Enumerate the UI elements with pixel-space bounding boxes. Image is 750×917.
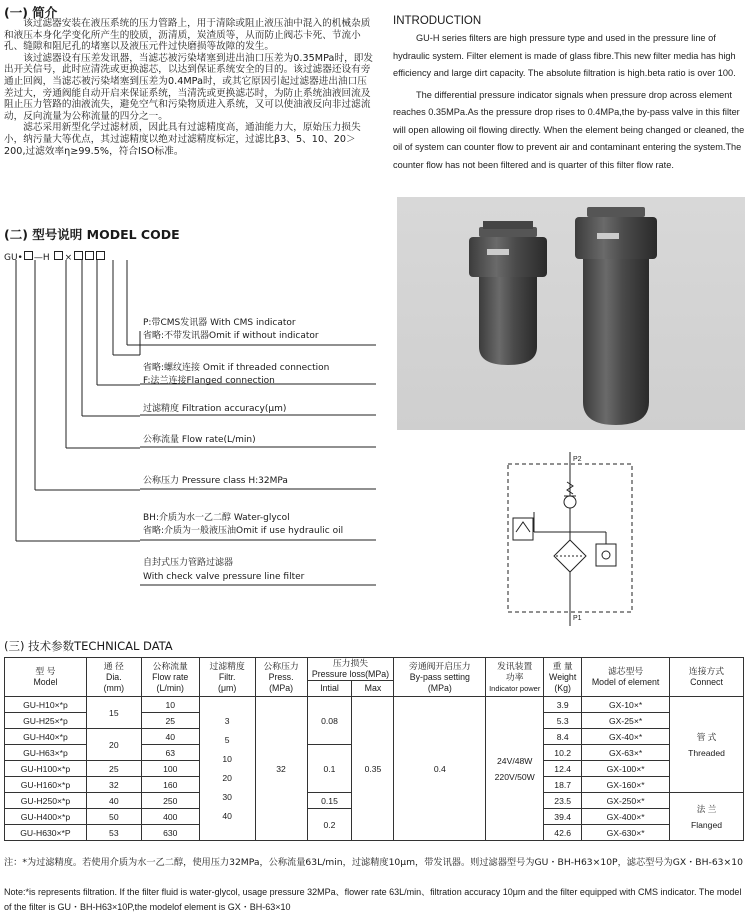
cell-flow: 40: [141, 729, 199, 745]
product-photo: [397, 197, 745, 430]
port-p2-label: P2: [573, 456, 582, 463]
cell-flow: 25: [141, 713, 199, 729]
cell-model: GU-H160×*p: [5, 777, 87, 793]
cell-weight: 12.4: [544, 761, 582, 777]
cell-filtr: 3 5 10 20 30 40: [199, 697, 255, 841]
intro-en-body: [393, 30, 745, 174]
cell-model: GU-H400×*p: [5, 809, 87, 825]
code-prefix: GU•: [4, 253, 23, 263]
label-threaded: 省略:螺纹连接 Omit if threaded connection: [143, 363, 330, 373]
cell-dia: 53: [86, 825, 141, 841]
cell-dia: 15: [86, 697, 141, 729]
header-loss-max: Max: [352, 681, 394, 697]
code-h: H: [42, 253, 50, 263]
cell-model: GU-H100×*p: [5, 761, 87, 777]
header-flow: 公称流量 Flow rate (L/min): [141, 658, 199, 697]
cell-connect-threaded: 管 式 Threaded: [670, 697, 744, 793]
cell-element: GX-630×*: [582, 825, 670, 841]
filter-housings-image: [397, 197, 745, 430]
cell-flow: 400: [141, 809, 199, 825]
cell-flow: 63: [141, 745, 199, 761]
header-bypass: 旁通阀开启压力 By-pass setting (MPa): [394, 658, 486, 697]
cell-model: GU-H40×*p: [5, 729, 87, 745]
intro-cn-paragraph-1: 该过滤器安装在液压系统的压力管路上，用于清除或阻止液压油中混入的机械杂质和液压本身化学变化所产生的胶质，沥清质，炭渣质等，从而防止阀芯卡死、节流小孔、缝隙和阻尼孔的堵塞以及液压元件过快磨损等故障的发生。: [4, 18, 371, 53]
cell-loss-max: 0.35: [352, 697, 394, 841]
cell-loss-initial: 0.15: [307, 793, 352, 809]
model-code-heading: (二) 型号说明 MODEL CODE: [4, 227, 180, 242]
cell-flow: 100: [141, 761, 199, 777]
label-filter-type-cn: 自封式压力管路过滤器: [143, 558, 234, 568]
intro-en-paragraph-2: The differential pressure indicator signals when pressure drop across element reaches 0.35MPa.As the pressure drop rises to 0.4MPa,the by-pass valve in this filter will open allowing oil flowing directly. When the element being changed or cleaned, the oil of system can counter flow to prevent air and contaminant entering the system.The counter flow has not been filtered and is quarter of this filter flow rate.: [393, 89, 745, 170]
cell-bypass: 0.4: [394, 697, 486, 841]
cell-element: GX-100×*: [582, 761, 670, 777]
cell-loss-initial: 0.08: [307, 697, 352, 745]
header-weight: 重 量 Weight (Kg): [544, 658, 582, 697]
cell-loss-initial: 0.1: [307, 745, 352, 793]
cell-element: GX-250×*: [582, 793, 670, 809]
label-flow-rate: 公称流量 Flow rate(L/min): [143, 435, 256, 445]
model-code-string: GU• —H ×: [4, 251, 105, 263]
cell-element: GX-160×*: [582, 777, 670, 793]
table-row: [5, 697, 744, 713]
note-cn: 注：*为过滤精度。若使用介质为水一乙二醇，使用压力32MPa，公称流量63L/min，过滤精度10μm，带发讯器。则过滤器型号为GU・BH-H63×10P，滤芯型号为GX・BH-63×10: [4, 857, 743, 868]
cell-connect-flanged: 法 兰 Flanged: [670, 793, 744, 841]
cell-flow: 10: [141, 697, 199, 713]
cell-dia: 25: [86, 761, 141, 777]
cell-indicator: 24V/48W 220V/50W: [486, 697, 544, 841]
hydraulic-schematic: [490, 452, 650, 626]
cell-weight: 18.7: [544, 777, 582, 793]
cell-weight: 10.2: [544, 745, 582, 761]
header-loss-initial: Intial: [307, 681, 352, 697]
intro-en-paragraph-1: GU-H series filters are high pressure type and used in the pressure line of hydraulic system. Filter element is made of glass fibre.This new filter media has high efficiency and large dirt capacity. The absolute filtration is high.beta ratio is over 100.: [393, 33, 736, 78]
intro-cn-paragraph-2: 该过滤器设有压差发讯器，当滤芯被污染堵塞到进出油口压差为0.35MPa时，即发出开关信号，此时应清洗或更换滤芯，以达到保证系统安全的目的。该过滤器还设有旁通止回阀，当滤芯被污染堵塞到压差为0.4MPa时，或其它原因引起过滤器进出油口压差过大，旁通阀能自动开启来保证系统，当清洗或更换滤芯时，为防止系统油液回流及阻止压力管路的油液流失，避免空气和污染物质进入系统，又可以使油液反向非过滤流动，反向流量为公称流量的四分之一。: [4, 52, 374, 122]
label-filtration-accuracy: 过滤精度 Filtration accuracy(μm): [143, 404, 287, 414]
intro-cn-body: [4, 18, 374, 220]
cell-flow: 250: [141, 793, 199, 809]
header-indicator: 发讯装置 功率 Indicator power: [486, 658, 544, 697]
cell-loss-initial: 0.2: [307, 809, 352, 841]
intro-cn-heading: (一) 简介: [4, 5, 58, 20]
header-element: 滤芯型号 Model of element: [582, 658, 670, 697]
small-filter-housing: [469, 221, 547, 365]
header-filtr: 过滤精度 Filtr. (μm): [199, 658, 255, 697]
table-header-row-1: [5, 658, 744, 681]
cell-element: GX-25×*: [582, 713, 670, 729]
cell-element: GX-63×*: [582, 745, 670, 761]
label-indicator-p: P:带CMS发讯器 With CMS indicator: [143, 318, 296, 328]
cell-weight: 5.3: [544, 713, 582, 729]
header-model: 型 号 Model: [5, 658, 87, 697]
cell-model: GU-H250×*p: [5, 793, 87, 809]
cell-weight: 8.4: [544, 729, 582, 745]
large-filter-housing: [575, 207, 657, 425]
header-loss: 压力损失 Pressure loss(MPa): [307, 658, 394, 681]
cell-model: GU-H10×*p: [5, 697, 87, 713]
header-press: 公称压力 Press. (MPa): [255, 658, 307, 697]
cell-weight: 3.9: [544, 697, 582, 713]
label-flanged: F:法兰连接Flanged connection: [143, 376, 275, 386]
cell-model: GU-H63×*p: [5, 745, 87, 761]
cell-weight: 39.4: [544, 809, 582, 825]
cell-model: GU-H25×*p: [5, 713, 87, 729]
intro-cn-paragraph-3: 滤芯采用新型化学过滤材质，因此具有过滤精度高，通油能力大，原始压力损失小，纳污量大等优点，其过滤精度以绝对过滤精度标定，过滤比β3、5、10、20＞200,过滤效率η≥99.5%，符合ISO标准。: [4, 122, 361, 157]
schematic-diagram: [490, 452, 650, 626]
cell-dia: 50: [86, 809, 141, 825]
cell-flow: 630: [141, 825, 199, 841]
cell-dia: 20: [86, 729, 141, 761]
note-en: Note:*is represents filtration. If the filter fluid is water-glycol, usage pressure 32MPa、flower rate 63L/min、filtration accuracy 10μm and the filter equipped with CMS indicator. The model of the filter is GU・BH-H63×10P,the modelof element is GX・BH-63×10: [4, 887, 742, 912]
header-dia: 通 径 Dia. (mm): [86, 658, 141, 697]
tech-data-table: [4, 657, 744, 841]
cell-flow: 160: [141, 777, 199, 793]
label-filter-type-en: With check valve pressure line filter: [143, 572, 305, 582]
cell-model: GU-H630×*P: [5, 825, 87, 841]
header-connect: 连接方式 Connect: [670, 658, 744, 697]
cell-weight: 42.6: [544, 825, 582, 841]
cell-weight: 23.5: [544, 793, 582, 809]
model-code-leader-lines: [0, 258, 380, 588]
tech-data-heading: (三) 技术参数TECHNICAL DATA: [4, 639, 173, 653]
cell-press: 32: [255, 697, 307, 841]
intro-en-heading: INTRODUCTION: [393, 15, 482, 27]
cell-dia: 40: [86, 793, 141, 809]
cell-element: GX-400×*: [582, 809, 670, 825]
label-pressure-class: 公称压力 Pressure class H:32MPa: [143, 476, 288, 486]
label-indicator-omit: 省略:不带发讯器Omit if without indicator: [143, 331, 319, 341]
port-p1-label: P1: [573, 615, 582, 622]
cell-element: GX-40×*: [582, 729, 670, 745]
cell-dia: 32: [86, 777, 141, 793]
label-hydraulic-oil: 省略:介质为一般液压油Omit if use hydraulic oil: [143, 526, 344, 536]
label-water-glycol: BH:介质为水一乙二醇 Water-glycol: [143, 513, 290, 523]
cell-element: GX-10×*: [582, 697, 670, 713]
